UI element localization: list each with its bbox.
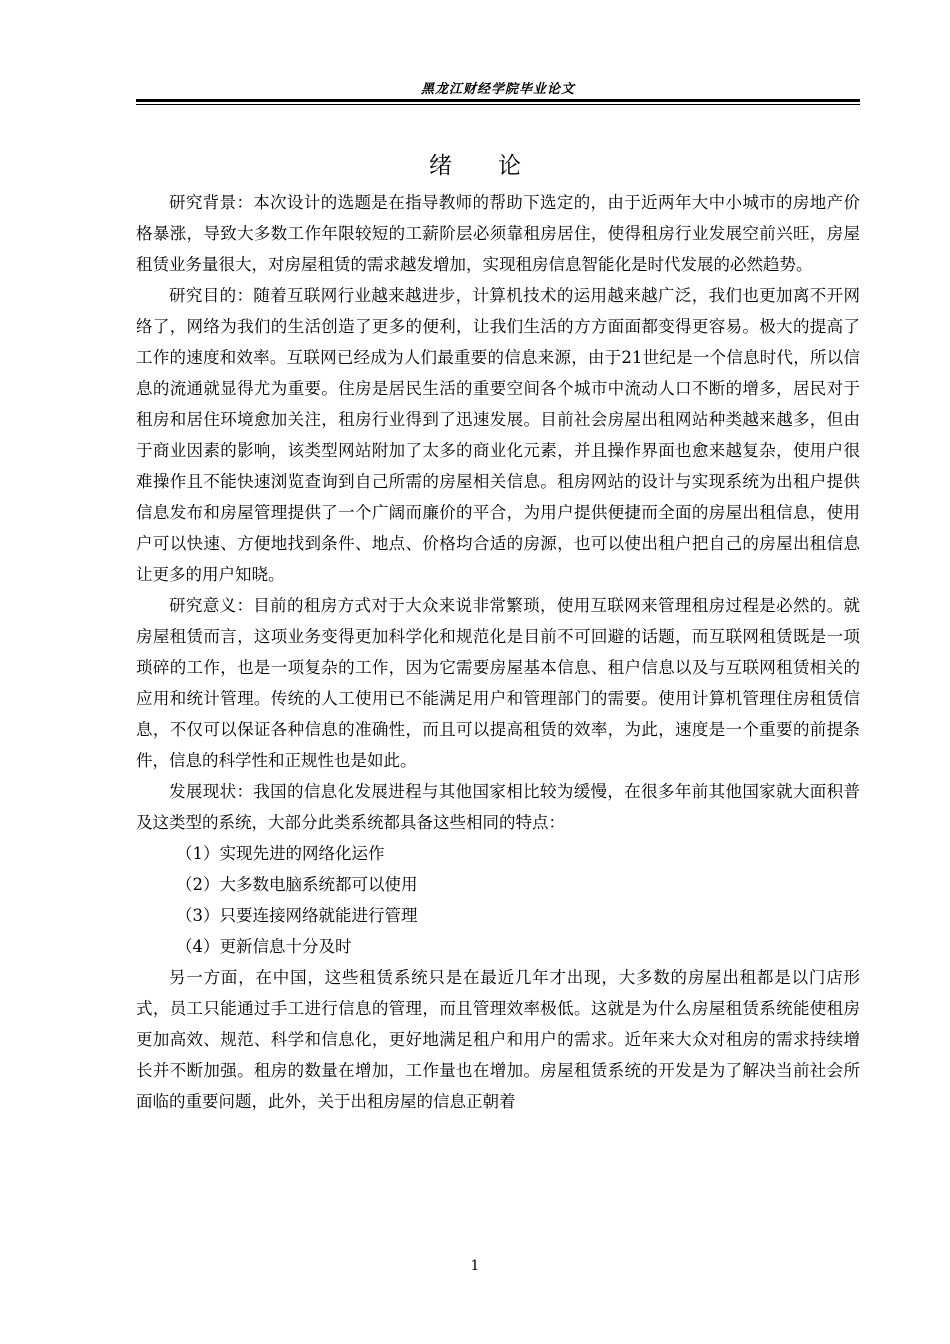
list-item: （4）更新信息十分及时 [176,937,352,956]
paragraph-purpose: 研究目的：随着互联网行业越来越进步，计算机技术的运用越来越广泛，我们也更加离不开网络了，网络为我们的生活创造了更多的便利，让我们生活的方方面面都变得更容易。极大的提高了工作的速度和效率。互联网已经成为人们最重要的信息来源，由于21世纪是一个信息时代，所以信息的流通就显得尤为重要。住房是居民生活的重要空间各个城市中流动人口不断的增多，居民对于租房和居住环境愈加关注，租房行业得到了迅速发展。目前社会房屋出租网站种类越来越多，但由于商业因素的影响，该类型网站附加了太多的商业化元素，并且操作界面也愈来越复杂，使用户很难操作且不能快速浏览查询到自己所需的房屋相关信息。租房网站的设计与实现系统为出租户提供信息发布和房屋管理提供了一个广阔而廉价的平合，为用户提供便捷而全面的房屋出租信息，使用户可以快速、方便地找到条件、地点、价格均合适的房源，也可以使出租户把自己的房屋出租信息让更多的用户知晓。 [136,286,860,584]
header-title: 黑龙江财经学院毕业论文 [420,82,575,97]
list-item: （1）实现先进的网络化运作 [176,844,385,863]
list-item: （2）大多数电脑系统都可以使用 [176,875,418,894]
paragraph-status: 发展现状：我国的信息化发展进程与其他国家相比较为缓慢，在很多年前其他国家就大面积普及这类型的系统，大部分此类系统都具备这些相同的特点： [136,782,860,832]
paragraph-final: 另一方面，在中国，这些租赁系统只是在最近几年才出现，大多数的房屋出租都是以门店形式，员工只能通过手工进行信息的管理，而且管理效率极低。这就是为什么房屋租赁系统能使租房更加高效、规范、科学和信息化，更好地满足租户和用户的需求。近年来大众对租房的需求持续增长并不断加强。租房的数量在增加，工作量也在增加。房屋租赁系统的开发是为了解决当前社会所面临的重要问题，此外，关于出租房屋的信息正朝着 [136,968,860,1111]
list-item: （3）只要连接网络就能进行管理 [176,906,418,925]
section-title: 绪论 [429,153,567,180]
document-body [136,187,860,1117]
page-number: 1 [470,1258,480,1274]
page-header [136,72,860,106]
header-rule-thick [136,99,860,102]
paragraph-significance: 研究意义：目前的租房方式对于大众来说非常繁琐，使用互联网来管理租房过程是必然的。就房屋租赁而言，这项业务变得更加科学化和规范化是目前不可回避的话题，而互联网租赁既是一项琐碎的工作，也是一项复杂的工作，因为它需要房屋基本信息、租户信息以及与互联网租赁相关的应用和统计管理。传统的人工使用已不能满足用户和管理部门的需要。使用计算机管理住房租赁信息，不仅可以保证各种信息的准确性，而且可以提高租赁的效率，为此，速度是一个重要的前提条件，信息的科学性和正规性也是如此。 [136,596,860,770]
header-rule-thin [136,104,860,105]
paragraph-background: 研究背景：本次设计的选题是在指导教师的帮助下选定的，由于近两年大中小城市的房地产价格暴涨，导致大多数工作年限较短的工薪阶层必须靠租房居住，使得租房行业发展空前兴旺，房屋租赁业务量很大，对房屋租赁的需求越发增加，实现租房信息智能化是时代发展的必然趋势。 [136,193,860,274]
